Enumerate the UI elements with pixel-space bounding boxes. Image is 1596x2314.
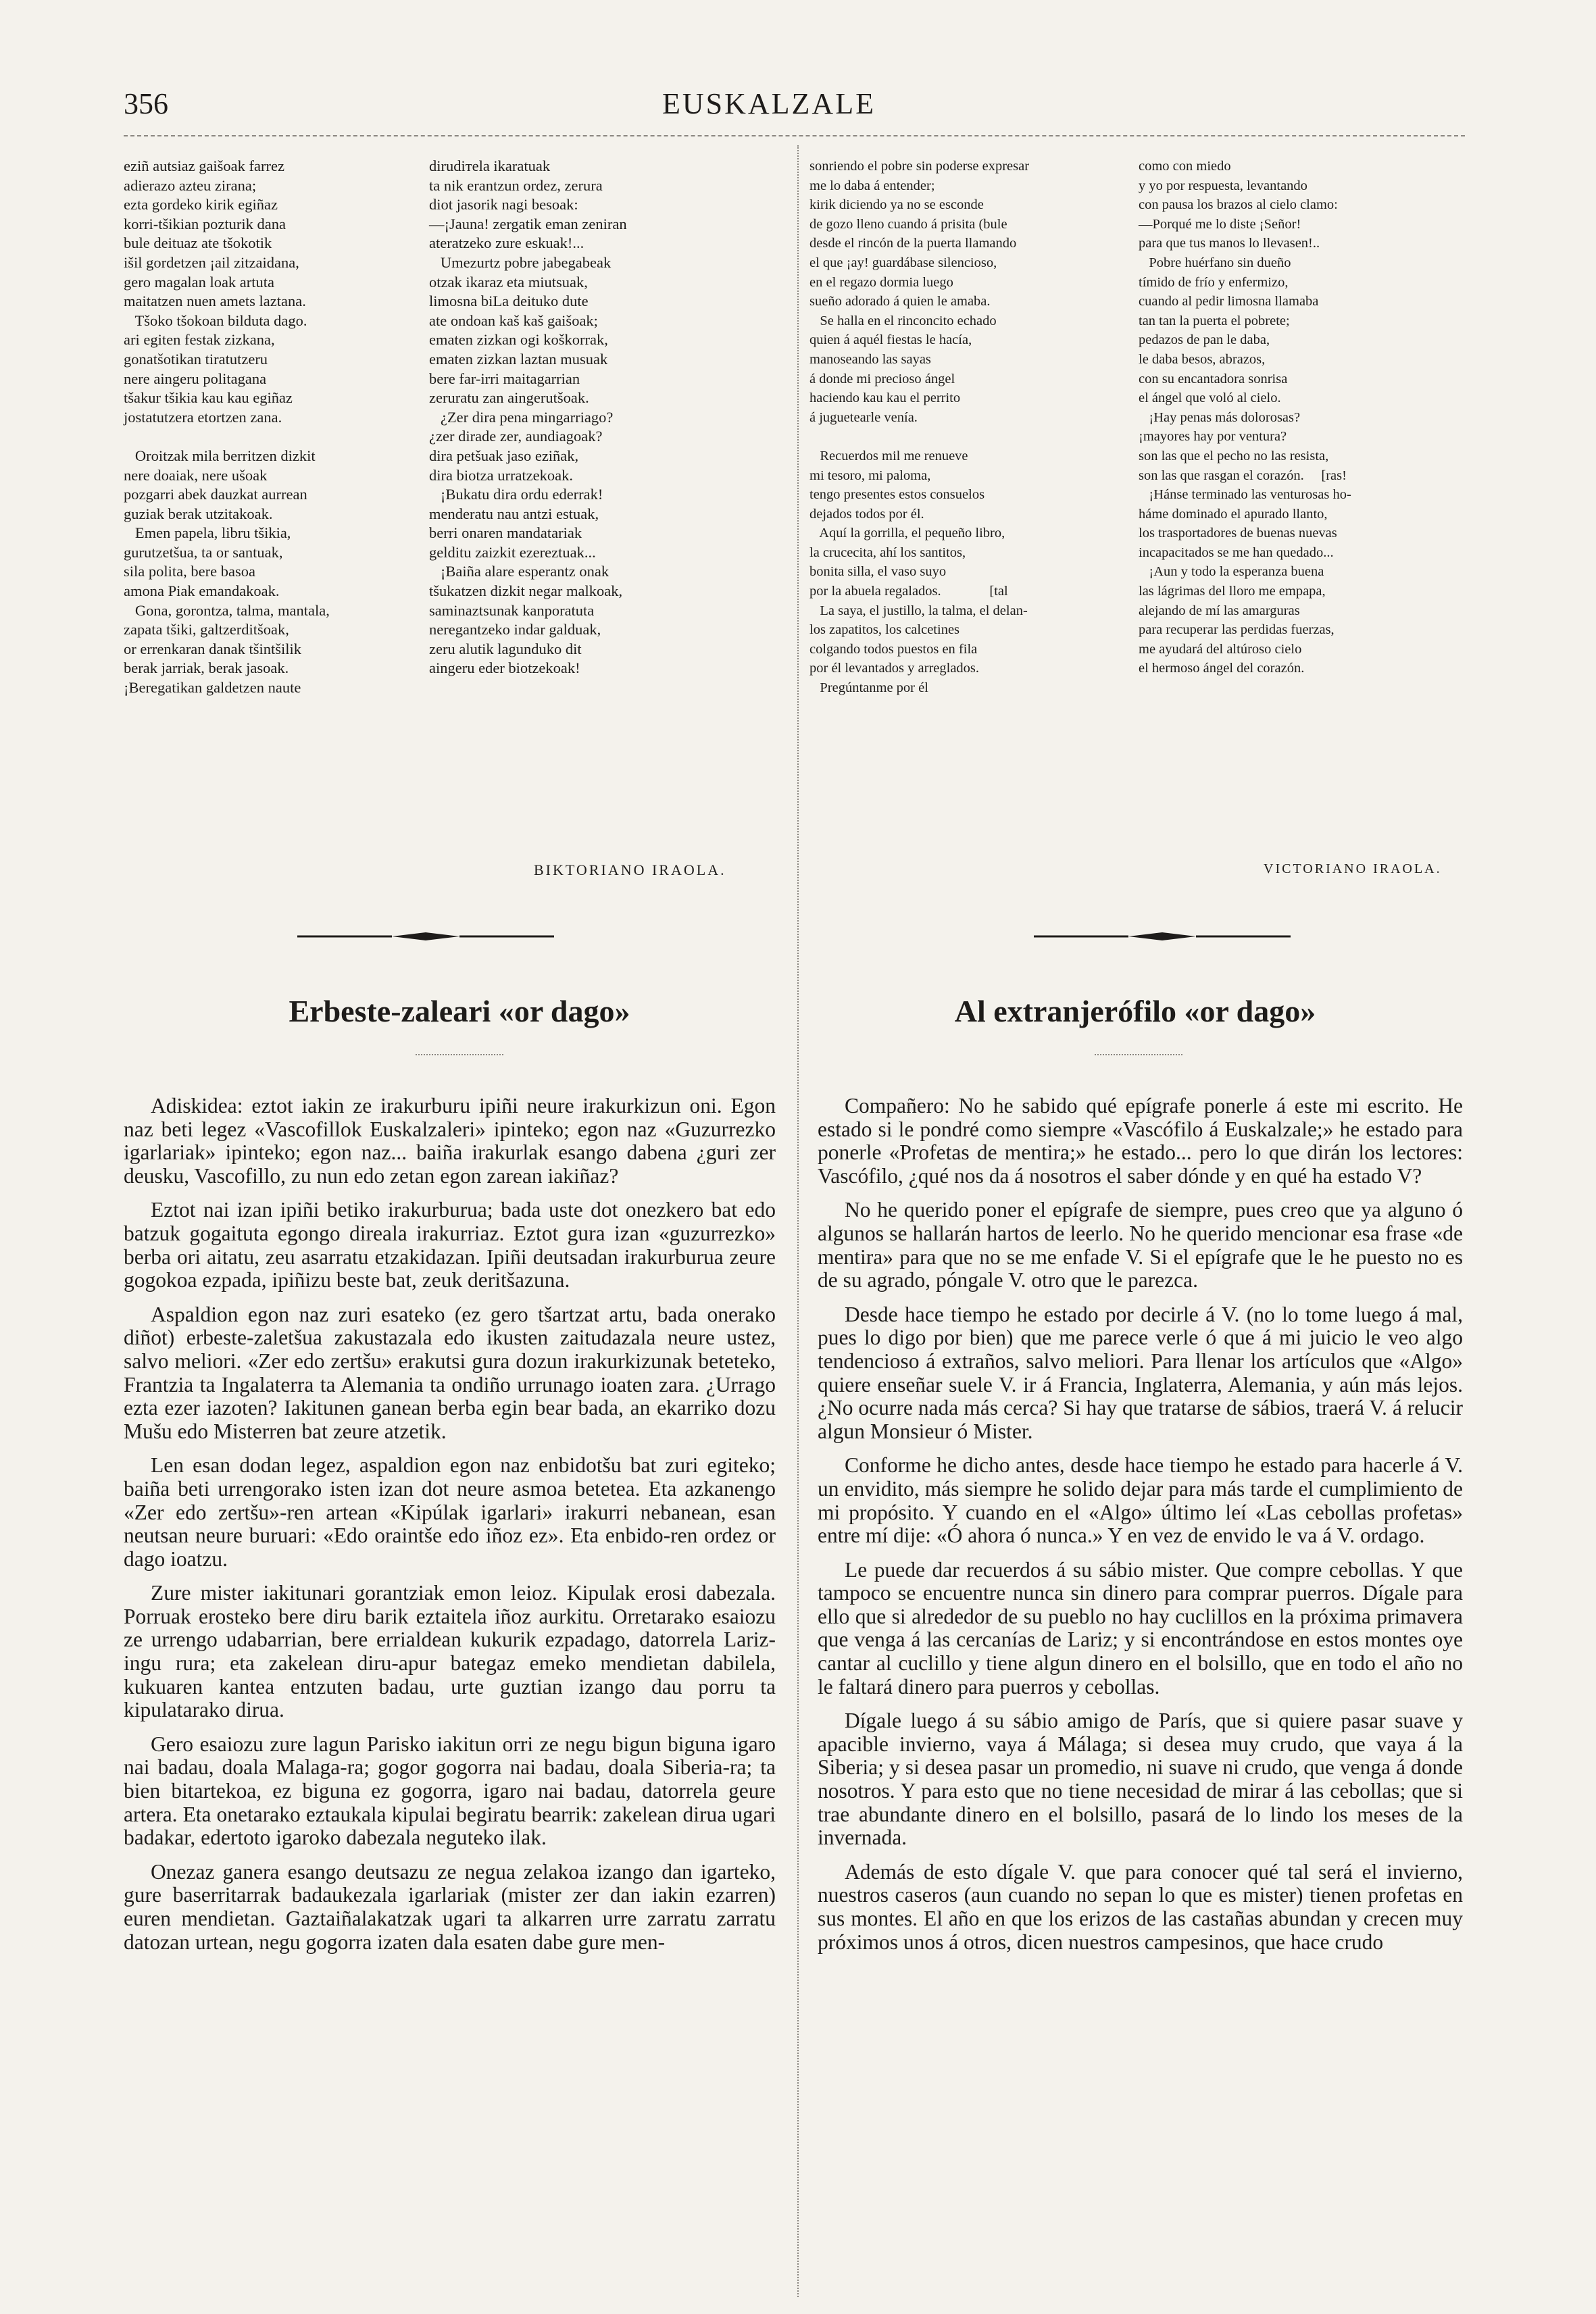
article-paragraph: Dígale luego á su sábio amigo de París, que si quiere pasar suave y apacible invierno, vaya á Málaga; si desea muy crudo, que vaya á la Siberia; y si desea pasar un promedio, ni suave ni crudo, que venga á donde nosotros. Y para esto que no tiene necesidad de mirar á las cebollas; que si trae abundante dinero en el bolsillo, pasará de lo lindo los meses de la invernada.	[818, 1709, 1463, 1850]
poem-line: ate ondoan kaš kaš gaišoak;	[429, 311, 598, 329]
poem-line: Umezurtz pobre jabegabeak	[429, 253, 612, 271]
article-paragraph: Adiskidea: eztot iakin ze irakurburu ipiñi neure irakurkizun oni. Egon naz beti legez «Vascofillok Euskalzaleri» ipinteko; egon naz «Guzurrezko igarlariak» ipinteko; egon naz... baiña irakurlak esango dabena ¿guri zer deusku, Vascofillo, zu nun edo zetan egon zarean iakiñaz?	[124, 1094, 776, 1188]
poem-line: tšakur tšikia kau kau egiñaz	[124, 389, 293, 407]
poem-line: tengo presentes estos consuelos	[809, 487, 985, 503]
poem-line: guziak berak utzitakoak.	[124, 505, 273, 522]
poem-line: ¡Baiña alare esperantz onak	[429, 563, 609, 580]
poem-line: ta nik erantzun ordez, zerura	[429, 176, 603, 194]
poem-line: ¡Hánse terminado las venturosas ho-	[1139, 487, 1351, 503]
poem-line: nere doaiak, nere ušoak	[124, 466, 268, 484]
poem-line: para recuperar las perdidas fuerzas,	[1139, 622, 1335, 638]
running-title: EUSKALZALE	[662, 87, 876, 120]
poem-line: Tšoko tšokoan bilduta dago.	[124, 311, 307, 329]
spanish-title-rule	[1095, 1054, 1182, 1055]
poem-line: kirik diciendo ya no se esconde	[809, 197, 984, 213]
poem-line: adierazo azteu zirana;	[124, 176, 257, 194]
poem-line: dirudiтela ikaratuak	[429, 157, 551, 174]
poem-line: me lo daba á entender;	[809, 178, 935, 193]
article-paragraph: Compañero: No he sabido qué epígrafe ponerle á este mi escrito. He estado si le pondré como siempre «Vascófilo á Euskalzale;» he estado para ponerle «Profetas de mentira;» he estado... pero lo que dirán los lectores: Vascófilo, ¿qué nos da á nosotros el saber dónde y en qué ha estado V?	[818, 1094, 1463, 1188]
poem-line: tímido de frío y enfermizo,	[1139, 274, 1289, 290]
page-number: 356	[124, 87, 168, 120]
poem-line: ¡Hay penas más dolorosas?	[1139, 409, 1301, 425]
spanish-poem-signature: VICTORIANO IRAOLA.	[1264, 861, 1442, 876]
basque-poem-signature: BIKTORIANO IRAOLA.	[534, 861, 726, 878]
poem-line: berak jarriak, berak jasoak.	[124, 659, 289, 677]
poem-line: el hermoso ángel del corazón.	[1139, 661, 1305, 676]
poem-line: tan tan la puerta el pobrete;	[1139, 313, 1290, 328]
poem-line: maitatzen nuen amets laztana.	[124, 293, 306, 310]
poem-line: gero magalan loak artuta	[124, 273, 275, 291]
poem-line: sila polita, bere basoa	[124, 563, 255, 580]
poem-line: la crucecita, ahí los santitos,	[809, 545, 966, 560]
poem-line: cuando al pedir limosna llamaba	[1139, 294, 1319, 309]
poem-line: por él levantados y arreglados.	[809, 661, 980, 676]
poem-line: diot jasorik nagi besoak:	[429, 196, 578, 213]
poem-line: en el regazo dormia luego	[809, 274, 953, 290]
poem-line: Oroitzak mila berritzen dizkit	[124, 447, 316, 464]
poem-line: me ayudará del altúroso cielo	[1139, 641, 1302, 657]
poem-line: ematen zizkan laztan musuak	[429, 350, 608, 368]
article-paragraph: Zure mister iakitunari gorantziak emon leioz. Kipulak erosi dabezala. Porruak erosteko bere diru barik eztaitela iñoz aurkitu. Orretarako esaiozu ze urrengo udabarrian, bere errialdean kukurik ezpadago, datorrela Lariz-ingu rura; eta zakelean diru-apur bategaz emeko mendietan dabilela, kukuaren kantea entzuten badau, urte guztian izango dau porru ta kipulatarako dirua.	[124, 1581, 776, 1722]
poem-line: los zapatitos, los calcetines	[809, 622, 960, 638]
poem-line: las lágrimas del lloro me empapa,	[1139, 584, 1326, 599]
poem-line	[124, 427, 421, 447]
poem-line: colgando todos puestos en fila	[809, 641, 978, 657]
poem-line: bule deituaz ate tšokotik	[124, 234, 272, 252]
column-divider	[797, 145, 799, 2297]
poem-line: neregantzeko indar galduak,	[429, 621, 601, 638]
poem-line: manoseando las sayas	[809, 351, 931, 367]
poem-line: mi tesoro, mi paloma,	[809, 468, 931, 483]
poem-line: Emen papela, libru tšikia,	[124, 524, 291, 542]
poem-line	[809, 427, 1134, 447]
poem-line: el que ¡ay! guardábase silencioso,	[809, 255, 997, 270]
poem-line: Pobre huérfano sin dueño	[1139, 255, 1291, 270]
poem-line: pedazos de pan le daba,	[1139, 332, 1270, 348]
poem-line: son las que el pecho no las resista,	[1139, 448, 1329, 463]
poem-line: háme dominado el apurado llanto,	[1139, 506, 1328, 522]
basque-poem-col2	[429, 157, 767, 678]
poem-line: le daba besos, abrazos,	[1139, 351, 1266, 367]
poem-line: korri-tšikian pozturik dana	[124, 215, 286, 232]
poem-line: išil gordetzen ¡ail zitzaidana,	[124, 253, 299, 271]
poem-line: gonatšotikan tiratutzeru	[124, 350, 268, 368]
poem-line: con su encantadora sonrisa	[1139, 371, 1288, 386]
poem-line: tšukatzen dizkit negar malkoak,	[429, 582, 623, 600]
poem-line: con pausa los brazos al cielo clamo:	[1139, 197, 1338, 213]
poem-line: zeruratu zan aingerutšoak.	[429, 389, 589, 407]
article-paragraph: No he querido poner el epígrafe de siempre, pues creo que ya alguno ó algunos se hallarán hartos de leerlo. No he querido mencionar esa frase «de mentira» para que no se me enfade V. Si el epígrafe que le he puesto no es de su agrado, póngale V. otro que le parezca.	[818, 1198, 1463, 1292]
ornament-left	[297, 931, 554, 942]
poem-line: —¡Jauna! zergatik eman zeniran	[429, 215, 627, 232]
article-paragraph: Desde hace tiempo he estado por decirle á V. (no lo tome luego á mal, pues lo digo por bien) que me parece verle ó que á mi juicio le veo algo tendencioso á extraños, salvo meliori. Para llenar los artículos que «Algo» quiere enseñar suele V. ir á Francia, Inglaterra, Alemania, y aún más lejos. ¿No ocurre nada más cerca? Si hay que tratarse de sábios, traerá V. á relucir algun Monsieur ó Mister.	[818, 1302, 1463, 1443]
poem-line: eziñ autsiaz gaišoak farrez	[124, 157, 284, 174]
poem-line: son las que rasgan el corazón. [ras!	[1139, 468, 1347, 483]
poem-line: berri onaren mandatariak	[429, 524, 582, 542]
poem-line: los trasportadores de buenas nuevas	[1139, 526, 1337, 541]
poem-line: saminaztsunak kanporatuta	[429, 601, 595, 619]
article-paragraph: Gero esaiozu zure lagun Parisko iakitun orri ze negu bigun biguna igaro nai badau, doala Malaga-ra; gogor gogorra nai badau, doala Siberia-ra; ta bien bitartekoa, ez biguna ez gogorra, igaro nai badau, datorrela geure artera. Eta onetarako eztaukala kipulai begiratu bearrik: zakelean dirua ugari badakar, edertoto igaroko dabezala neguteko ilak.	[124, 1732, 776, 1850]
poem-line: La saya, el justillo, la talma, el delan-	[809, 603, 1028, 618]
poem-line: ateratzeko zure eskuak!...	[429, 234, 584, 252]
poem-line: ¡mayores hay por ventura?	[1139, 429, 1287, 445]
basque-article-body	[124, 1095, 776, 1965]
poem-line: gurutzetšua, ta or santuak,	[124, 543, 283, 561]
poem-line: jostatutzera etortzen zana.	[124, 408, 282, 426]
poem-line: or errenkaran danak tšintšilik	[124, 640, 302, 657]
poem-line: ¿Zer dira pena mingarriago?	[429, 408, 614, 426]
poem-line: alejando de mí las amarguras	[1139, 603, 1300, 618]
poem-line: pozgarri abek dauzkat aurrean	[124, 486, 307, 503]
article-paragraph: Además de esto dígale V. que para conocer qué tal será el invierno, nuestros caseros (aun cuando no sepan lo que es mister) tienen profetas en sus montes. El año en que los erizos de las castañas abundan y crecen muy próximos unos á otros, dicen nuestros campesinos, que hace crudo	[818, 1859, 1463, 1954]
poem-line: el ángel que voló al cielo.	[1139, 391, 1281, 406]
poem-line: ¡Beregatikan galdetzen naute	[124, 679, 301, 697]
poem-line: á juguetearle venía.	[809, 409, 918, 425]
spanish-poem-col1	[809, 157, 1134, 698]
poem-line: desde el rincón de la puerta llamando	[809, 236, 1017, 251]
poem-line: á donde mi precioso ángel	[809, 371, 955, 386]
poem-line: Pregúntanme por él	[809, 680, 928, 696]
poem-line: Gona, gorontza, talma, mantala,	[124, 601, 330, 619]
article-paragraph: Le puede dar recuerdos á su sábio mister. Que compre cebollas. Y que tampoco se encuentre nunca sin dinero para comprar puerros. Dígale para ello que si alrededor de su pueblo no hay cuclillos en la próxima primavera que venga á las cercanías de Lariz; y si encontrándose en estos montes oye cantar al cuclillo y tiene algun dinero en el bolsillo, que en todo el año no le faltará dinero para puerros y cebollas.	[818, 1557, 1463, 1699]
poem-line: limosna biLa deituko dute	[429, 293, 589, 310]
spanish-article-body	[818, 1095, 1463, 1965]
poem-line: dira petšuak jaso eziñak,	[429, 447, 579, 464]
poem-line: otzak ikaraz eta miutsuak,	[429, 273, 588, 291]
poem-line: ezta gordeko kirik egiñaz	[124, 196, 278, 213]
poem-line: dira biotza urratzekoak.	[429, 466, 574, 484]
poem-line: Se halla en el rinconcito echado	[809, 313, 997, 328]
basque-title-rule	[416, 1054, 503, 1055]
poem-line: ¡Aun y todo la esperanza buena	[1139, 564, 1324, 580]
poem-line: bere far-irri maitagarrian	[429, 370, 580, 387]
poem-line: —Porqué me lo diste ¡Señor!	[1139, 216, 1301, 232]
poem-line: y yo por respuesta, levantando	[1139, 178, 1307, 193]
poem-line: nere aingeru politagana	[124, 370, 267, 387]
article-paragraph: Aspaldion egon naz zuri esateko (ez gero tšartzat artu, bada onerako diñot) erbeste-zaletšua zakustazala edo ikusten zaitudazala neure ustez, salvo meliori. «Zer edo zertšu» erakutsi gura dozun irakurkizunak beteteko, Frantzia ta Ingalaterra ta Alemania ta ondiño urrunago ioaten zara. ¿Urrago ezta ezer iazoten? Iakitunen ganean berba egin bear bada, an ekarriko dozu Mušu edo Misterren bat zeure atzetik.	[124, 1302, 776, 1443]
poem-line: Recuerdos mil me renueve	[809, 448, 968, 463]
poem-line: ¿zer dirade zer, aundiagoak?	[429, 428, 603, 445]
spanish-poem-col2	[1139, 157, 1463, 678]
basque-poem-col1	[124, 157, 421, 698]
poem-line: dejados todos por él.	[809, 506, 924, 522]
article-paragraph: Onezaz ganera esango deutsazu ze negua zelakoa izango dan igarteko, gure baserritarrak badaukezala igarlariak (mister zer dan iakin ezarren) euren mendietan. Gaztaiñalakatzak ugari ta alkarren urre zarratu zarratu datozan urtean, negu gogorra izaten dala esaten dabe gure men-	[124, 1859, 776, 1954]
poem-line: menderatu nau antzi estuak,	[429, 505, 599, 522]
article-paragraph: Eztot nai izan ipiñi betiko irakurburua; bada uste dot onezkero bat edo batzuk gogaituta egongo direala irakurriaz. Eztot gura izan «guzurrezko» berba ori aitatu, zeu asarratu etzakidazan. Ipiñi deutsadan irakurburua zeure gogokoa ezpada, ipiñizu beste bat, zeuk deritšazuna.	[124, 1198, 776, 1292]
poem-line: sueño adorado á quien le amaba.	[809, 294, 991, 309]
header-rule	[124, 135, 1465, 136]
poem-line: aingeru eder biotzekoak!	[429, 659, 580, 677]
poem-line: zapata tšiki, galtzerditšoak,	[124, 621, 289, 638]
basque-article-title: Erbeste-zaleari «or dago»	[289, 994, 630, 1028]
poem-line: para que tus manos lo llevasen!..	[1139, 236, 1320, 251]
poem-line: bonita silla, el vaso suyo	[809, 564, 947, 580]
poem-line: sonriendo el pobre sin poderse expresar	[809, 159, 1030, 174]
poem-line: haciendo kau kau el perrito	[809, 391, 961, 406]
poem-line: zeru alutik lagunduko dit	[429, 640, 582, 657]
ornament-right	[1034, 931, 1291, 942]
article-paragraph: Len esan dodan legez, aspaldion egon naz enbidotšu bat zuri egiteko; baiña beti urrengorako isten izan dot neure asmoa betetea. Eta azkanengo «Zer edo zertšu»-ren artean «Kipúlak igarlari» irakurri nebanean, esan neutsan neure buruari: «Edo oraintše edo iñoz ez». Eta enbido-ren ordez or dago ioatzu.	[124, 1453, 776, 1571]
poem-line: por la abuela regalados. [tal	[809, 584, 1008, 599]
poem-line: como con miedo	[1139, 159, 1231, 174]
article-paragraph: Conforme he dicho antes, desde hace tiempo he estado para hacerle á V. un envidito, más siempre he solido dejar para más tarde el cumplimiento de mi propósito. Y cuando en el «Algo» último leí «Las cebollas profetas» entre mí dije: «Ó ahora ó nunca.» Y en vez de envido le va á V. ordago.	[818, 1453, 1463, 1548]
poem-line: gelditu zaizkit ezereztuak...	[429, 543, 596, 561]
poem-line: ematen zizkan ogi koškorrak,	[429, 331, 608, 349]
poem-line: amona Piak emandakoak.	[124, 582, 280, 600]
spanish-article-title: Al extranjerófilo «or dago»	[954, 994, 1316, 1028]
poem-line: ari egiten festak zizkana,	[124, 331, 275, 349]
poem-line: incapacitados se me han quedado...	[1139, 545, 1334, 560]
poem-line: quien á aquél fiestas le hacía,	[809, 332, 972, 348]
poem-line: ¡Bukatu dira ordu ederrak!	[429, 486, 603, 503]
poem-line: de gozo lleno cuando á prisita (bule	[809, 216, 1007, 232]
poem-line: Aquí la gorrilla, el pequeño libro,	[809, 526, 1005, 541]
